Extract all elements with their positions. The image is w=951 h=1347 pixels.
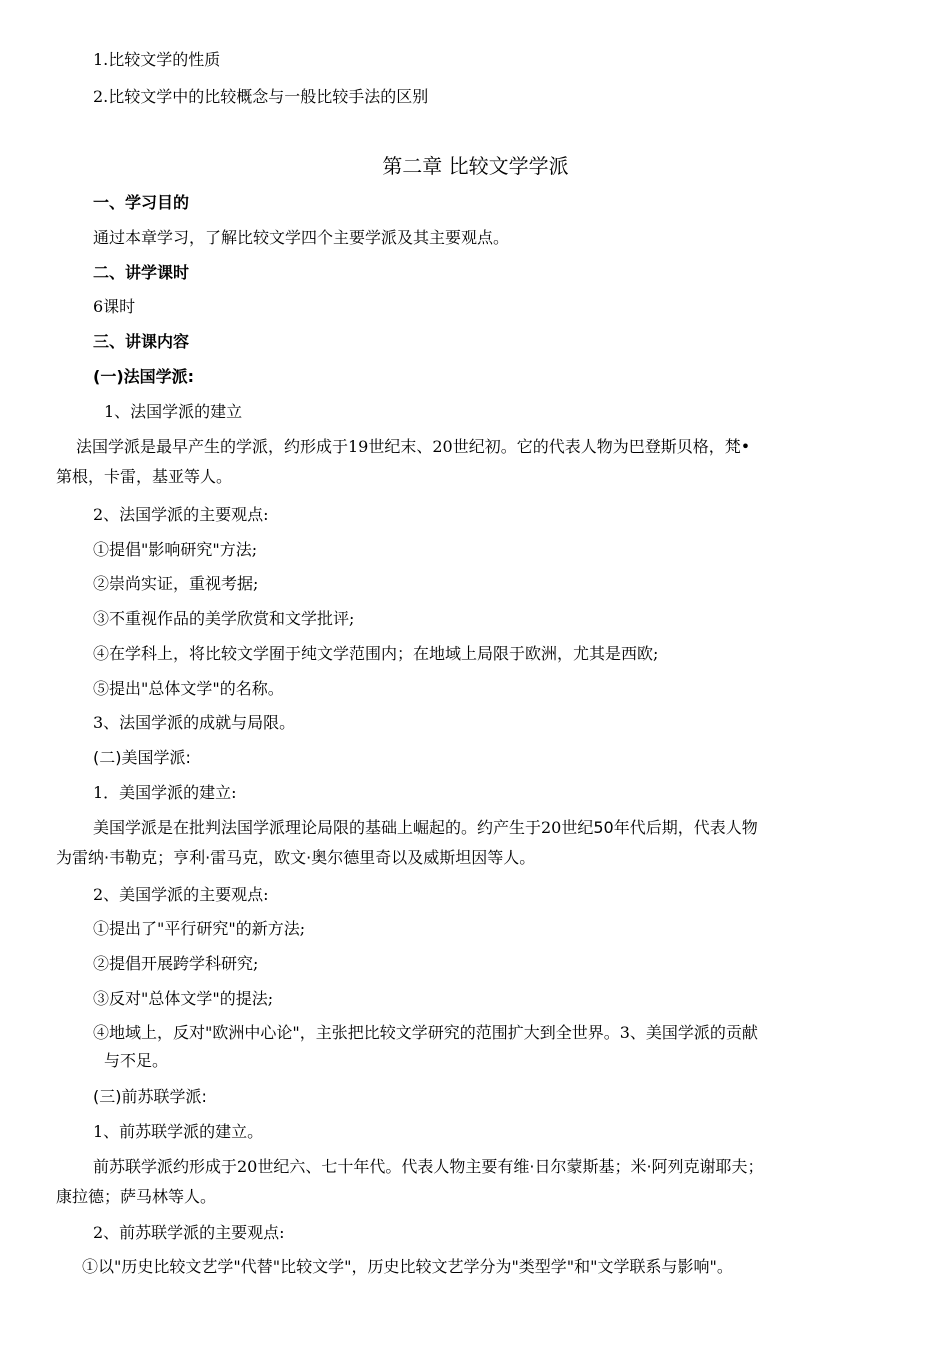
- heading-purpose: 一、学习目的: [93, 193, 190, 212]
- soviet-view-1: ①以"历史比较文艺学"代替"比较文学"，历史比较文艺学分为"类型学"和"文学联系与影响"。: [82, 1257, 733, 1276]
- american-para-line2: 为雷纳·韦勒克；亨利·雷马克，欧文·奥尔德里奇以及威斯坦因等人。: [56, 848, 536, 867]
- american-view-4-b: 美国学派的贡献: [645, 1023, 758, 1042]
- toc-item-1: 1.比较文学的性质: [93, 50, 221, 69]
- purpose-text: 通过本章学习，了解比较文学四个主要学派及其主要观点。: [93, 228, 510, 247]
- american-view-4-a: ④地域上，反对"欧洲中心论"，主张把比较文学研究的范围扩大到全世界。3、: [93, 1023, 646, 1042]
- american-para-line1-a: 美国学派是在批判法国学派理论局限的基础上崛起的。约产生于20: [93, 818, 562, 837]
- soviet-para-line2: 康拉德；萨马林等人。: [56, 1187, 217, 1206]
- toc-item-2: 2.比较文学中的比较概念与一般比较手法的区别: [93, 87, 429, 106]
- french-para-line2: 第根，卡雷，基亚等人。: [56, 467, 233, 486]
- french-view-1: ①提倡"影响研究"方法;: [93, 540, 258, 559]
- american-view-2: ②提倡开展跨学科研究;: [93, 954, 259, 973]
- french-sub1: 1、法国学派的建立: [104, 402, 243, 421]
- french-sub2: 2、法国学派的主要观点:: [93, 505, 269, 524]
- soviet-sub2: 2、前苏联学派的主要观点:: [93, 1223, 285, 1242]
- soviet-para-line1-b: 世纪六、七十年代。代表人物主要有维·日尔蒙斯基；米·阿列克谢耶夫；: [257, 1157, 764, 1176]
- soviet-para-line1: [0, 1156, 951, 1178]
- american-sub2: 2、美国学派的主要观点:: [93, 885, 269, 904]
- heading-hours: 二、讲学课时: [93, 263, 190, 282]
- american-sub1: 1．美国学派的建立:: [93, 783, 237, 802]
- soviet-school-heading: (三)前苏联学派:: [93, 1087, 207, 1106]
- french-view-4: ④在学科上，将比较文学囿于纯文学范围内；在地域上局限于欧洲，尤其是西欧;: [93, 644, 659, 663]
- soviet-para-line1-a: 前苏联学派约形成于20: [93, 1157, 258, 1176]
- french-view-5: ⑤提出"总体文学"的名称。: [93, 679, 284, 698]
- french-view-2: ②崇尚实证，重视考据;: [93, 574, 259, 593]
- american-school-heading: (二)美国学派:: [93, 748, 191, 767]
- american-view-3: ③反对"总体文学"的提法;: [93, 989, 274, 1008]
- french-school-heading: (一)法国学派:: [93, 367, 195, 386]
- chapter-title: 第二章 比较文学学派: [382, 154, 569, 178]
- american-view-4: [0, 1022, 951, 1044]
- american-para-line1-b: 世纪50年代后期，代表人物: [561, 818, 758, 837]
- american-para-line1: [0, 817, 951, 839]
- soviet-sub1: 1、前苏联学派的建立。: [93, 1122, 264, 1141]
- heading-content: 三、讲课内容: [93, 332, 190, 351]
- american-view-4-cont: 与不足。: [104, 1051, 169, 1070]
- american-view-1: ①提出了"平行研究"的新方法;: [93, 919, 306, 938]
- hours-text: 6课时: [93, 297, 136, 316]
- french-para-line1: 法国学派是最早产生的学派，约形成于19世纪末、20世纪初。它的代表人物为巴登斯贝格，梵•: [76, 437, 751, 456]
- french-sub3: 3、法国学派的成就与局限。: [93, 713, 296, 732]
- french-view-3: ③不重视作品的美学欣赏和文学批评;: [93, 609, 355, 628]
